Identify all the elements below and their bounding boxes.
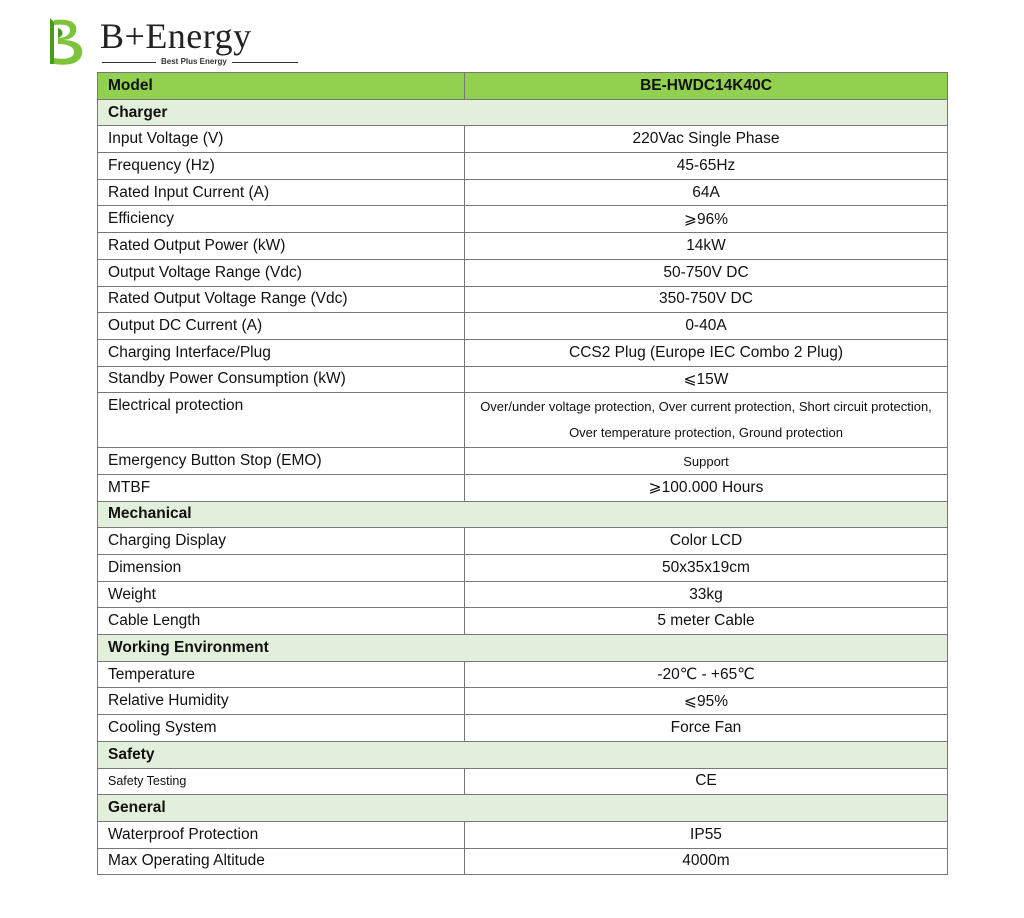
spec-label: Cable Length bbox=[98, 608, 465, 635]
section-row-mechanical bbox=[98, 501, 948, 528]
section-row-general bbox=[98, 795, 948, 822]
spec-label: Electrical protection bbox=[98, 393, 465, 448]
spec-label: MTBF bbox=[98, 474, 465, 501]
section-row-safety bbox=[98, 741, 948, 768]
spec-value: 64A bbox=[465, 179, 948, 206]
spec-value: 50x35x19cm bbox=[465, 555, 948, 582]
spec-label: Rated Input Current (A) bbox=[98, 179, 465, 206]
spec-value: ⩾96% bbox=[465, 206, 948, 233]
spec-label: Rated Output Voltage Range (Vdc) bbox=[98, 286, 465, 313]
spec-label: Rated Output Power (kW) bbox=[98, 233, 465, 260]
spec-label: Standby Power Consumption (kW) bbox=[98, 366, 465, 393]
spec-label: Frequency (Hz) bbox=[98, 153, 465, 180]
section-row-working-environment bbox=[98, 635, 948, 662]
section-title: Charger bbox=[98, 99, 948, 126]
table-row bbox=[98, 366, 948, 393]
spec-label: Charging Display bbox=[98, 528, 465, 555]
table-row bbox=[98, 688, 948, 715]
spec-table bbox=[97, 72, 948, 875]
section-title: Safety bbox=[98, 741, 948, 768]
table-row bbox=[98, 286, 948, 313]
spec-value: CCS2 Plug (Europe IEC Combo 2 Plug) bbox=[465, 339, 948, 366]
spec-value: Support bbox=[465, 448, 948, 475]
table-row bbox=[98, 259, 948, 286]
spec-label: Temperature bbox=[98, 661, 465, 688]
spec-label: Safety Testing bbox=[98, 768, 465, 795]
spec-value: IP55 bbox=[465, 821, 948, 848]
spec-value: Force Fan bbox=[465, 715, 948, 742]
table-row bbox=[98, 126, 948, 153]
spec-value: Over/under voltage protection, Over current protection, Short circuit protection, Over temperature protection, Ground protection bbox=[465, 393, 948, 448]
brand-tagline: Best Plus Energy bbox=[156, 57, 232, 66]
spec-value: 350-750V DC bbox=[465, 286, 948, 313]
table-row bbox=[98, 821, 948, 848]
spec-value: 220Vac Single Phase bbox=[465, 126, 948, 153]
table-row bbox=[98, 528, 948, 555]
spec-value: 14kW bbox=[465, 233, 948, 260]
spec-value: ⩾100.000 Hours bbox=[465, 474, 948, 501]
header-model: BE-HWDC14K40C bbox=[465, 73, 948, 100]
table-row bbox=[98, 448, 948, 475]
spec-value: 50-750V DC bbox=[465, 259, 948, 286]
table-row bbox=[98, 474, 948, 501]
spec-label: Charging Interface/Plug bbox=[98, 339, 465, 366]
spec-label: Cooling System bbox=[98, 715, 465, 742]
spec-label: Output Voltage Range (Vdc) bbox=[98, 259, 465, 286]
spec-label: Emergency Button Stop (EMO) bbox=[98, 448, 465, 475]
spec-label: Output DC Current (A) bbox=[98, 313, 465, 340]
spec-label: Input Voltage (V) bbox=[98, 126, 465, 153]
header-label: Model bbox=[98, 73, 465, 100]
table-row bbox=[98, 153, 948, 180]
table-row bbox=[98, 393, 948, 448]
section-title: Working Environment bbox=[98, 635, 948, 662]
table-row bbox=[98, 179, 948, 206]
table-row bbox=[98, 608, 948, 635]
table-row bbox=[98, 339, 948, 366]
spec-value: Color LCD bbox=[465, 528, 948, 555]
section-row-charger bbox=[98, 99, 948, 126]
table-row bbox=[98, 555, 948, 582]
section-title: Mechanical bbox=[98, 501, 948, 528]
brand-name: B+Energy bbox=[100, 16, 252, 56]
spec-value: CE bbox=[465, 768, 948, 795]
spec-value: 0-40A bbox=[465, 313, 948, 340]
spec-label: Efficiency bbox=[98, 206, 465, 233]
spec-value: ⩽15W bbox=[465, 366, 948, 393]
brand-logo bbox=[44, 14, 264, 70]
spec-value: 45-65Hz bbox=[465, 153, 948, 180]
spec-label: Max Operating Altitude bbox=[98, 848, 465, 875]
table-row bbox=[98, 206, 948, 233]
spec-label: Dimension bbox=[98, 555, 465, 582]
b-logo-icon bbox=[44, 14, 94, 68]
table-row bbox=[98, 313, 948, 340]
section-title: General bbox=[98, 795, 948, 822]
spec-label: Weight bbox=[98, 581, 465, 608]
spec-value: -20℃ - +65℃ bbox=[465, 661, 948, 688]
spec-value: 4000m bbox=[465, 848, 948, 875]
spec-value: ⩽95% bbox=[465, 688, 948, 715]
table-row bbox=[98, 581, 948, 608]
table-row bbox=[98, 233, 948, 260]
spec-label: Relative Humidity bbox=[98, 688, 465, 715]
spec-label: Waterproof Protection bbox=[98, 821, 465, 848]
table-row bbox=[98, 661, 948, 688]
table-header-row bbox=[98, 73, 948, 100]
table-row bbox=[98, 848, 948, 875]
table-row bbox=[98, 768, 948, 795]
spec-value: 5 meter Cable bbox=[465, 608, 948, 635]
table-row bbox=[98, 715, 948, 742]
spec-value: 33kg bbox=[465, 581, 948, 608]
